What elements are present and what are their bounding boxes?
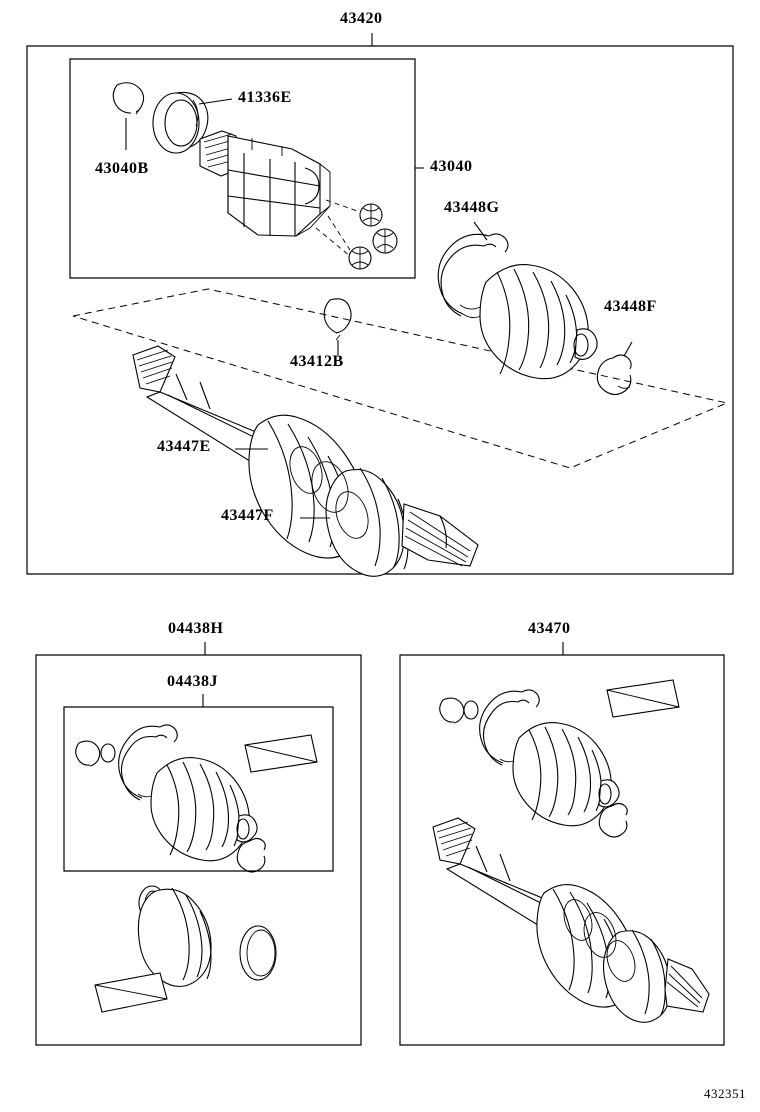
diagram-id: 432351 — [704, 1086, 746, 1101]
label-41336E: 41336E — [238, 89, 292, 106]
part-43040-joint-body — [200, 131, 330, 236]
part-kit-04438H-extra — [95, 886, 276, 1012]
part-43040-balls — [316, 200, 397, 269]
part-43040B-shape — [113, 83, 143, 150]
label-04438H: 04438H — [168, 620, 224, 637]
part-43448F-clamp — [597, 342, 632, 395]
label-43412B: 43412B — [290, 353, 344, 370]
label-43040B: 43040B — [95, 160, 149, 177]
part-kit-43470-contents — [433, 680, 709, 1022]
label-43447F: 43447F — [221, 507, 274, 524]
label-43470: 43470 — [528, 620, 571, 637]
label-43448F: 43448F — [604, 298, 657, 315]
part-kit-04438J-contents — [76, 725, 317, 872]
part-43412B-shape — [324, 299, 351, 355]
label-43420: 43420 — [340, 10, 383, 27]
label-43448G: 43448G — [444, 199, 500, 216]
label-04438J: 04438J — [167, 673, 218, 690]
label-43447E: 43447E — [157, 438, 211, 455]
part-drive-shaft-assembly — [133, 346, 478, 576]
label-43040: 43040 — [430, 158, 473, 175]
part-boot-top-right — [480, 265, 597, 379]
